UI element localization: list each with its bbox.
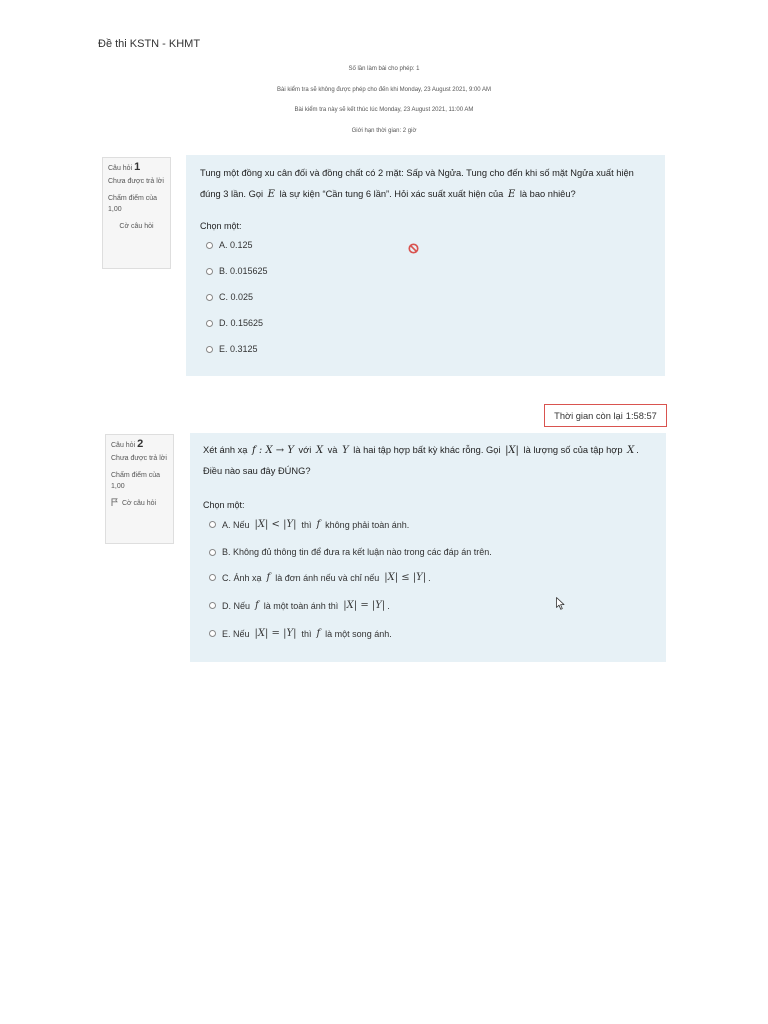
question-1-info [102,157,171,269]
blocked-icon [408,243,419,254]
math-var-f: f [316,519,321,530]
quiz-time-limit-info: Giới hạn thời gian: 2 giờ [351,128,417,134]
math-var-f: f [266,572,271,583]
option-c[interactable]: C. Ánh xạ f là đơn ánh nếu và chỉ nếu |X| ≤ |Y| . [209,572,431,583]
math-abs-x: |X| [505,445,519,456]
math-var-y: Y [342,445,349,456]
quiz-attempts-info: Số lần làm bài cho phép: 1 [348,66,420,72]
math-var-e: E [507,189,516,200]
question-number-value: 1 [134,161,141,173]
flag-question-button[interactable] [111,498,168,509]
option-a[interactable]: A. Nếu |X| < |Y| thì f không phải toàn ánh. [209,519,412,530]
option-b[interactable]: B. 0.015625 [206,266,268,276]
radio-button[interactable] [209,521,216,528]
flag-question-button[interactable] [108,221,165,232]
flag-question-label: Cờ câu hỏi [121,500,157,507]
radio-button[interactable] [206,268,213,275]
time-remaining-box [544,404,667,427]
question-text: Tung một đồng xu cân đối và đồng chất có 2 mặt: Sấp và Ngửa. Tung cho đến khi số mặt Ngửa xuất hiện đúng 3 lần. Gọi E là sự kiện “Cần tung 6 lần”. Hỏi xác suất xuất hiện của E là bao nhiêu? [200,168,634,200]
math-expression: |X| = |Y| [254,628,297,639]
page-title: Đề thi KSTN - KHMT [98,38,201,50]
math-var-x: X [627,445,635,456]
radio-button[interactable] [206,320,213,327]
quiz-closes-info: Bài kiểm tra này sẽ kết thúc lúc Monday, 23 August 2021, 11:00 AM [294,107,474,113]
choose-one-label: Chọn một: [203,500,245,510]
math-var-f: f [316,628,321,639]
question-grade: Chấm điểm của 1,00 [108,195,158,213]
mouse-cursor-icon [556,597,565,610]
question-text: Xét ánh xạ f : X → Y với X và Y là hai tập hợp bất kỳ khác rỗng. Gọi |X| là lượng số của tập hợp X . Điều nào sau đây ĐÚNG? [203,445,639,476]
question-number: Câu hỏi 2 [111,438,144,450]
math-expression: |X| = |Y| [343,600,386,611]
question-1-content [186,155,665,376]
question-number: Câu hỏi 1 [108,161,141,173]
math-expression: |X| ≤ |Y| [384,572,427,583]
question-2-info [105,434,174,544]
math-var-f: f [255,600,259,611]
question-state: Chưa được trả lời [108,178,164,185]
question-state: Chưa được trả lời [111,455,167,462]
option-b[interactable]: B. Không đủ thông tin để đưa ra kết luận nào trong các đáp án trên. [209,547,492,557]
math-expression: |X| < |Y| [254,519,297,530]
flag-icon [111,498,118,506]
time-remaining-label: Thời gian còn lại [554,410,623,421]
option-a[interactable]: A. 0.125 [206,240,253,250]
option-e[interactable]: E. 0.3125 [206,344,258,354]
radio-button[interactable] [206,242,213,249]
time-remaining-value: 1:58:57 [625,410,657,421]
radio-button[interactable] [209,574,216,581]
radio-button[interactable] [209,630,216,637]
question-2-content [190,433,666,662]
flag-question-label: Cờ câu hỏi [119,223,154,230]
option-d[interactable]: D. 0.15625 [206,318,263,328]
radio-button[interactable] [206,294,213,301]
option-d[interactable]: D. Nếu f là một toàn ánh thì |X| = |Y| . [209,600,390,611]
option-e[interactable]: E. Nếu |X| = |Y| thì f là một song ánh. [209,628,395,639]
radio-button[interactable] [206,346,213,353]
radio-button[interactable] [209,602,216,609]
question-grade: Chấm điểm của 1,00 [111,472,161,490]
option-c[interactable]: C. 0.025 [206,292,253,302]
choose-one-label: Chọn một: [200,221,242,231]
math-map: f : X → Y [252,445,294,456]
radio-button[interactable] [209,549,216,556]
math-var-x: X [315,445,324,456]
quiz-opens-info: Bài kiểm tra sẽ không được phép cho đến khi Monday, 23 August 2021, 9:00 AM [277,87,491,93]
question-number-value: 2 [137,438,144,450]
math-var-e: E [267,189,275,200]
